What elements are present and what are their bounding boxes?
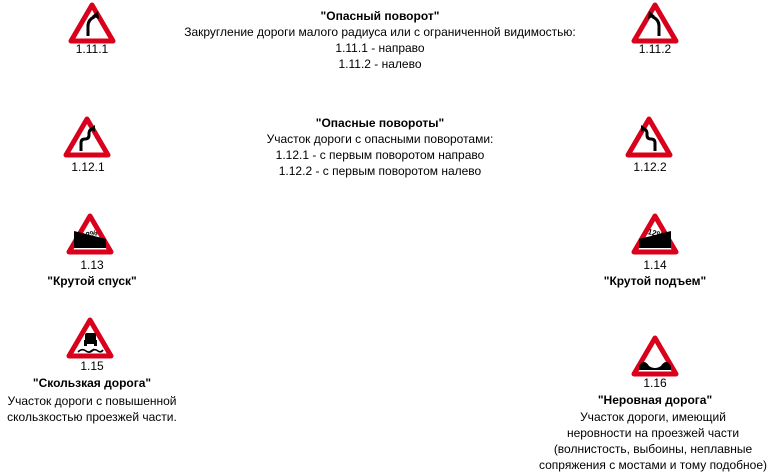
dangerous-turn-left-icon <box>631 2 679 44</box>
steep-descent-icon <box>66 213 114 255</box>
slippery-road-icon <box>66 317 114 359</box>
dangerous-turns-description <box>230 115 530 179</box>
dangerous-turn-title: "Опасный поворот" <box>320 9 440 23</box>
dangerous-turn-line-3: 1.11.2 - налево <box>338 57 422 71</box>
slippery-road-name: "Скользкая дорога" <box>32 376 152 390</box>
sign-code-1-11-1: 1.11.1 <box>75 42 109 56</box>
dangerous-turns-right-first-icon <box>63 116 111 158</box>
ascent-grade-label: 12% <box>646 227 665 240</box>
sign-code-1-16: 1.16 <box>643 376 667 390</box>
dangerous-turn-description <box>160 8 600 72</box>
steep-ascent-name: "Крутой подъем" <box>603 274 707 288</box>
steep-descent-name: "Крутой спуск" <box>47 274 137 288</box>
dangerous-turn-line-2: 1.11.1 - направо <box>335 41 425 55</box>
dangerous-turns-title: "Опасные повороты" <box>315 116 445 130</box>
uneven-road-desc-line-2: неровности на проезжей части <box>566 426 740 440</box>
sign-code-1-15: 1.15 <box>80 359 104 373</box>
dangerous-turns-line-1: Участок дороги с опасными поворотами: <box>266 132 494 146</box>
uneven-road-desc-line-3: (волнистость, выбоины, неплавные <box>553 442 753 456</box>
uneven-road-icon <box>631 335 679 377</box>
sign-code-1-13: 1.13 <box>80 258 104 272</box>
sign-code-1-12-1: 1.12.1 <box>71 160 105 174</box>
sign-code-1-12-2: 1.12.2 <box>633 160 667 174</box>
sign-code-1-11-2: 1.11.2 <box>638 42 672 56</box>
sign-code-1-14: 1.14 <box>643 258 667 272</box>
uneven-road-name: "Неровная дорога" <box>597 393 713 407</box>
dangerous-turn-right-icon <box>68 2 116 44</box>
uneven-road-description <box>528 409 778 473</box>
dangerous-turns-line-3: 1.12.2 - с первым поворотом налево <box>278 164 482 178</box>
steep-ascent-icon <box>631 213 679 255</box>
dangerous-turns-line-2: 1.12.1 - с первым поворотом направо <box>275 148 485 162</box>
uneven-road-desc-line-4: сопряжения с мостами и тому подобное) <box>538 458 767 472</box>
dangerous-turns-left-first-icon <box>625 116 673 158</box>
slippery-road-description <box>2 393 182 425</box>
slippery-road-desc-line-2: скользкостью проезжей части. <box>7 410 177 424</box>
uneven-road-desc-line-1: Участок дороги, имеющий <box>580 410 726 424</box>
descent-grade-label: 12% <box>80 228 99 241</box>
dangerous-turn-line-1: Закругление дороги малого радиуса или с ограниченной видимостью: <box>184 25 576 39</box>
slippery-road-desc-line-1: Участок дороги с повышенной <box>7 394 177 408</box>
